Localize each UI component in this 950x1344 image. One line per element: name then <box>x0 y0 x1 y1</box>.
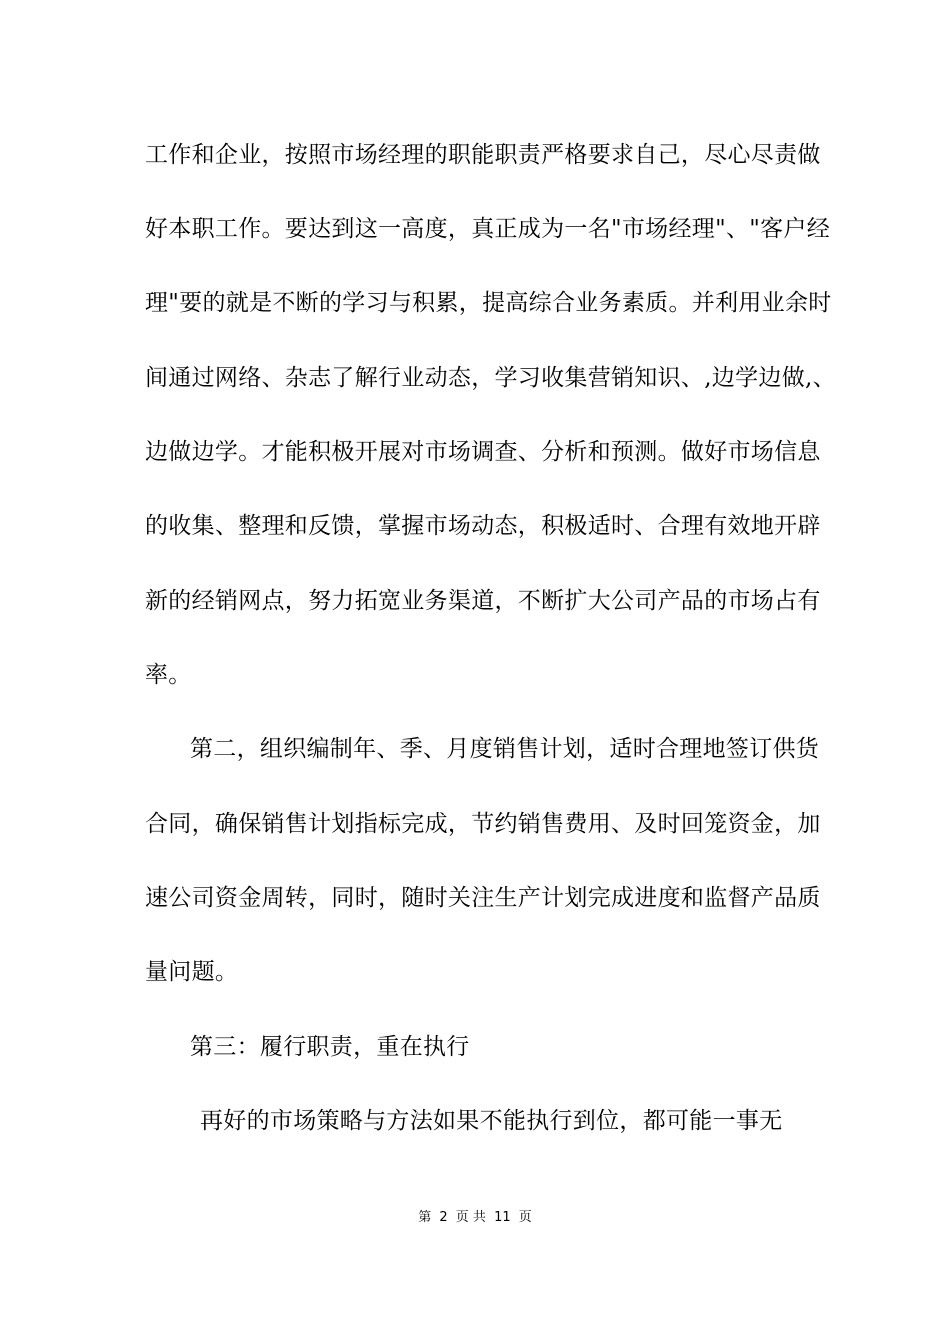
text-line: 再好的市场策略与方法如果不能执行到位，都可能一事无 <box>200 1108 783 1134</box>
text-line: 的收集、整理和反馈，掌握市场动态，积极适时、合理有效地开辟 <box>145 513 821 539</box>
text-line: 合同，确保销售计划指标完成，节约销售费用、及时回笼资金，加 <box>145 811 821 837</box>
text-line: 率。 <box>145 662 192 688</box>
total-page-count: 11 <box>494 1210 511 1225</box>
text-line: 工作和企业，按照市场经理的职能职责严格要求自己，尽心尽责做 <box>145 142 821 168</box>
section-heading: 第三：履行职责，重在执行 <box>190 1034 470 1060</box>
footer-prefix: 第 <box>418 1210 432 1225</box>
text-line: 理"要的就是不断的学习与积累，提高综合业务素质。并利用业余时 <box>145 290 832 316</box>
text-line: 第二，组织编制年、季、月度销售计划，适时合理地签订供货 <box>190 736 820 762</box>
footer-suffix: 页 <box>518 1210 532 1225</box>
text-line: 量问题。 <box>145 959 239 985</box>
footer-middle: 页 共 <box>455 1210 486 1225</box>
page-footer <box>0 1209 950 1227</box>
text-line: 边做边学。才能积极开展对市场调查、分析和预测。做好市场信息 <box>145 439 821 465</box>
text-line: 好本职工作。要达到这一高度，真正成为一名"市场经理"、"客户经 <box>145 216 831 242</box>
text-line: 新的经销网点，努力拓宽业务渠道，不断扩大公司产品的市场占有 <box>145 588 821 614</box>
current-page-number: 2 <box>439 1210 448 1225</box>
text-line: 间通过网络、杂志了解行业动态，学习收集营销知识、,边学边做,、 <box>145 365 836 391</box>
text-line: 速公司资金周转，同时，随时关注生产计划完成进度和监督产品质 <box>145 885 821 911</box>
